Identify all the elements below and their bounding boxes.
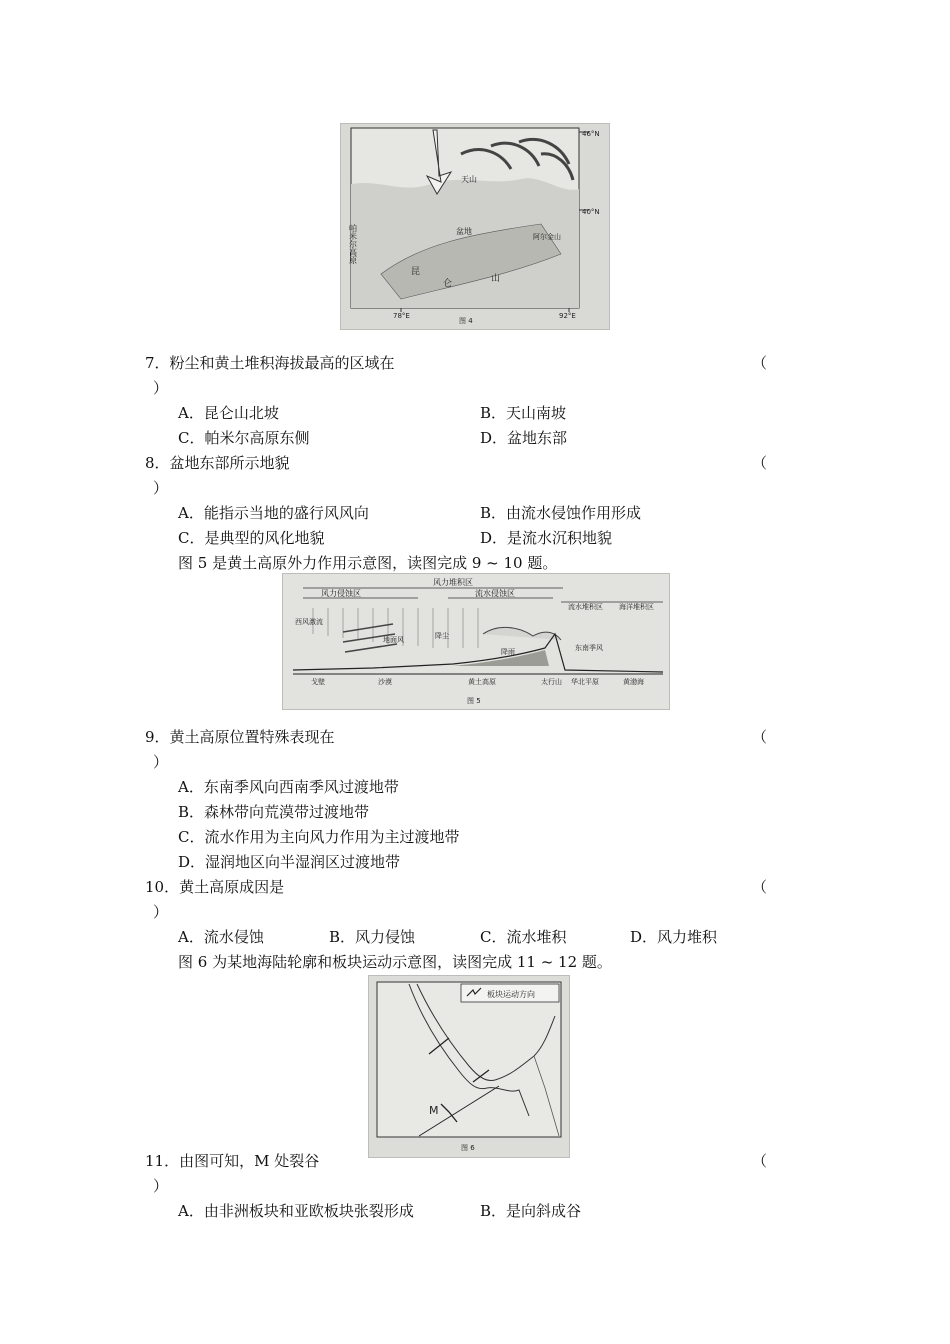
q7-stem: 7．粉尘和黄土堆积海拔最高的区域在 bbox=[145, 354, 395, 372]
fig5-label-rainfall: 降雨 bbox=[501, 648, 515, 656]
fig5-label-taihang: 太行山 bbox=[541, 678, 562, 686]
fig5-zone-wind-ero: 风力侵蚀区 bbox=[321, 589, 361, 598]
fig4-label-kunlun-1: 昆 bbox=[411, 267, 421, 277]
q10-option-c: C．流水堆积 bbox=[480, 928, 567, 946]
fig4-label-altun: 阿尔金山 bbox=[533, 233, 561, 241]
fig6-caption: 图 6 bbox=[461, 1144, 475, 1152]
q11-paren-open: （ bbox=[752, 1152, 768, 1170]
q11-stem: 11．由图可知，M 处裂谷 bbox=[145, 1152, 320, 1170]
fig4-label-basin: 盆地 bbox=[456, 227, 472, 236]
fig4-label-kunlun-2: 仑 bbox=[443, 279, 453, 289]
figure-6-svg bbox=[369, 976, 569, 1157]
q7-paren-open: （ bbox=[752, 354, 768, 372]
fig4-lat-mid: 40°N bbox=[582, 208, 600, 216]
q9-option-c: C．流水作用为主向风力作用为主过渡地带 bbox=[178, 828, 460, 846]
fig4-lon-right: 92°E bbox=[559, 312, 576, 320]
intro-fig5: 图 5 是黄土高原外力作用示意图，读图完成 9 ~ 10 题。 bbox=[178, 554, 558, 572]
q11-option-a: A．由非洲板块和亚欧板块张裂形成 bbox=[178, 1202, 414, 1220]
fig4-label-pamir: 帕米尔高原 bbox=[348, 224, 358, 264]
q10-paren-open: （ bbox=[752, 878, 768, 896]
fig4-label-tianshan: 天山 bbox=[461, 175, 477, 184]
q8-paren-close: ） bbox=[153, 479, 169, 497]
fig5-zone-water-dep: 流水堆积区 bbox=[568, 603, 603, 611]
fig5-label-westerly: 西风激流 bbox=[295, 618, 323, 626]
fig5-label-dust-fall: 降尘 bbox=[435, 632, 449, 640]
figure-5-svg bbox=[283, 574, 669, 709]
fig5-label-surface-wind: 地面风 bbox=[383, 636, 404, 644]
fig6-legend: 板块运动方向 bbox=[487, 990, 535, 999]
q11-paren-close: ） bbox=[153, 1177, 169, 1195]
fig5-label-gobi: 戈壁 bbox=[311, 678, 325, 686]
fig5-caption: 图 5 bbox=[467, 697, 481, 705]
q11-option-b: B．是向斜成谷 bbox=[480, 1202, 582, 1220]
q9-stem: 9．黄土高原位置特殊表现在 bbox=[145, 728, 335, 746]
fig4-lat-top: 46°N bbox=[582, 130, 600, 138]
q7-paren-close: ） bbox=[153, 379, 169, 397]
q9-paren-open: （ bbox=[752, 728, 768, 746]
q10-option-a: A．流水侵蚀 bbox=[178, 928, 264, 946]
figure-5-diagram bbox=[282, 573, 670, 710]
fig5-label-loess: 黄土高原 bbox=[468, 678, 496, 686]
q10-option-b: B．风力侵蚀 bbox=[329, 928, 416, 946]
q8-stem: 8．盆地东部所示地貌 bbox=[145, 454, 290, 472]
fig5-zone-water-ero: 流水侵蚀区 bbox=[475, 589, 515, 598]
q10-option-d: D．风力堆积 bbox=[630, 928, 718, 946]
figure-6-map bbox=[368, 975, 570, 1158]
q8-option-d: D．是流水沉积地貌 bbox=[480, 529, 613, 547]
fig4-caption: 图 4 bbox=[459, 317, 473, 325]
figure-4-map bbox=[340, 123, 610, 330]
q9-paren-close: ） bbox=[153, 753, 169, 771]
figure-4-svg bbox=[341, 124, 609, 329]
fig5-label-north-china: 华北平原 bbox=[571, 678, 599, 686]
q7-option-b: B．天山南坡 bbox=[480, 404, 567, 422]
q8-paren-open: （ bbox=[752, 454, 768, 472]
q9-option-a: A．东南季风向西南季风过渡地带 bbox=[178, 778, 399, 796]
q7-option-d: D．盆地东部 bbox=[480, 429, 568, 447]
fig4-label-kunlun-3: 山 bbox=[491, 274, 501, 284]
fig5-label-desert: 沙漠 bbox=[378, 678, 392, 686]
intro-fig6: 图 6 为某地海陆轮廓和板块运动示意图，读图完成 11 ~ 12 题。 bbox=[178, 953, 612, 971]
q7-option-a: A．昆仑山北坡 bbox=[178, 404, 279, 422]
fig5-label-bohai: 黄渤海 bbox=[623, 678, 644, 686]
fig5-zone-sea-dep: 海洋堆积区 bbox=[619, 603, 654, 611]
q10-paren-close: ） bbox=[153, 903, 169, 921]
q8-option-c: C．是典型的风化地貌 bbox=[178, 529, 325, 547]
q9-option-b: B．森林带向荒漠带过渡地带 bbox=[178, 803, 370, 821]
q8-option-a: A．能指示当地的盛行风风向 bbox=[178, 504, 369, 522]
fig5-zone-wind-dep: 风力堆积区 bbox=[433, 578, 473, 587]
q8-option-b: B．由流水侵蚀作用形成 bbox=[480, 504, 642, 522]
q10-stem: 10．黄土高原成因是 bbox=[145, 878, 285, 896]
q7-option-c: C．帕米尔高原东侧 bbox=[178, 429, 310, 447]
fig4-lon-left: 78°E bbox=[393, 312, 410, 320]
fig5-label-se-monsoon: 东南季风 bbox=[575, 644, 603, 652]
fig6-m-label: M bbox=[429, 1104, 439, 1117]
q9-option-d: D．湿润地区向半湿润区过渡地带 bbox=[178, 853, 401, 871]
